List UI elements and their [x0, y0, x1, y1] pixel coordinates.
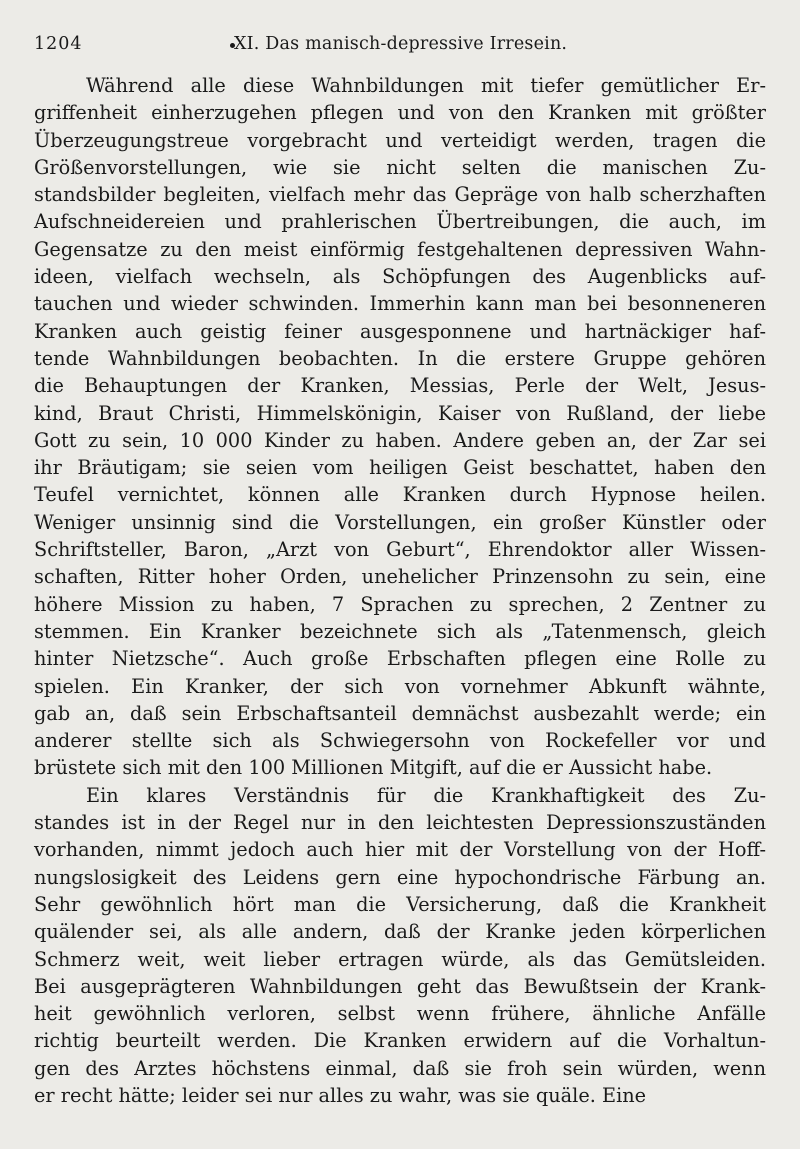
text-line: Schmerz weit, weit lieber ertragen würde, als das Gemütsleiden.: [34, 947, 766, 971]
text-line: Sehr gewöhnlich hört man die Versicherung, daß die Krankheit: [34, 892, 766, 916]
text-line: griffenheit einherzugehen pflegen und von den Kranken mit größter: [34, 101, 766, 125]
text-line: anderer stellte sich als Schwiegersohn von Rockefeller vor und: [34, 729, 766, 753]
text-line: Überzeugungstreue vorgebracht und verteidigt werden, tragen die: [34, 128, 766, 152]
paragraph: [34, 72, 766, 782]
text-line: gab an, daß sein Erbschaftsanteil demnächst ausbezahlt werde; ein: [34, 701, 766, 725]
page-number: 1204: [34, 34, 83, 54]
running-title: XI. Das manisch-depressive Irresein.: [234, 34, 568, 54]
text-line: Schriftsteller, Baron, „Arzt von Geburt“, Ehrendoktor aller Wissen-: [34, 538, 766, 562]
text-line: ideen, vielfach wechseln, als Schöpfungen des Augenblicks auf-: [34, 265, 766, 289]
text-line: höhere Mission zu haben, 7 Sprachen zu sprechen, 2 Zentner zu: [34, 592, 766, 616]
body-text: [34, 72, 766, 1109]
text-line: die Behauptungen der Kranken, Messias, Perle der Welt, Jesus-: [34, 374, 766, 398]
text-line: vorhanden, nimmt jedoch auch hier mit der Vorstellung von der Hoff-: [34, 838, 766, 862]
text-line: Aufschneidereien und prahlerischen Übertreibungen, die auch, im: [34, 210, 766, 234]
text-line: Während alle diese Wahnbildungen mit tiefer gemütlicher Er-: [86, 74, 766, 97]
paragraph: [34, 782, 766, 1110]
text-line: Gegensatze zu den meist einförmig festgehaltenen depressiven Wahn-: [34, 237, 766, 261]
text-line: stemmen. Ein Kranker bezeichnete sich als „Tatenmensch, gleich: [34, 619, 766, 643]
text-line: Teufel vernichtet, können alle Kranken durch Hypnose heilen.: [34, 483, 766, 507]
text-line: Kranken auch geistig feiner ausgesponnene und hartnäckiger haf-: [34, 319, 766, 343]
text-line: Größenvorstellungen, wie sie nicht selten die manischen Zu-: [34, 155, 766, 179]
text-line: nungslosigkeit des Leidens gern eine hypochondrische Färbung an.: [34, 865, 766, 889]
text-line: gen des Arztes höchstens einmal, daß sie froh sein würden, wenn: [34, 1056, 766, 1080]
text-line: schaften, Ritter hoher Orden, unehelicher Prinzensohn zu sein, eine: [34, 565, 766, 589]
text-line: standsbilder begleiten, vielfach mehr das Gepräge von halb scherzhaften: [34, 183, 766, 207]
text-line: tauchen und wieder schwinden. Immerhin kann man bei besonneneren: [34, 292, 766, 316]
text-line: Gott zu sein, 10 000 Kinder zu haben. Andere geben an, der Zar sei: [34, 428, 766, 452]
text-line: hinter Nietzsche“. Auch große Erbschaften pflegen eine Rolle zu: [34, 647, 766, 671]
text-line: richtig beurteilt werden. Die Kranken erwidern auf die Vorhaltun-: [34, 1029, 766, 1053]
text-line: quälender sei, als alle andern, daß der Kranke jeden körperlichen: [34, 920, 766, 944]
text-line: er recht hätte; leider sei nur alles zu wahr, was sie quäle. Eine: [34, 1083, 647, 1107]
text-line: ihr Bräutigam; sie seien vom heiligen Geist beschattet, haben den: [34, 456, 766, 480]
text-line: Weniger unsinnig sind die Vorstellungen, ein großer Künstler oder: [34, 510, 766, 534]
text-line: brüstete sich mit den 100 Millionen Mitgift, auf die er Aussicht habe.: [34, 756, 713, 780]
text-line: Bei ausgeprägteren Wahnbildungen geht das Bewußtsein der Krank-: [34, 974, 766, 998]
page-header: [34, 34, 770, 60]
text-line: tende Wahnbildungen beobachten. In die erstere Gruppe gehören: [34, 346, 766, 370]
text-line: kind, Braut Christi, Himmelskönigin, Kaiser von Rußland, der liebe: [34, 401, 766, 425]
text-line: Ein klares Verständnis für die Krankhaftigkeit des Zu-: [86, 783, 766, 807]
text-line: spielen. Ein Kranker, der sich von vornehmer Abkunft wähnte,: [34, 674, 766, 698]
text-line: standes ist in der Regel nur in den leichtesten Depressionszuständen: [34, 811, 766, 835]
text-line: heit gewöhnlich verloren, selbst wenn frühere, ähnliche Anfälle: [34, 1002, 766, 1026]
